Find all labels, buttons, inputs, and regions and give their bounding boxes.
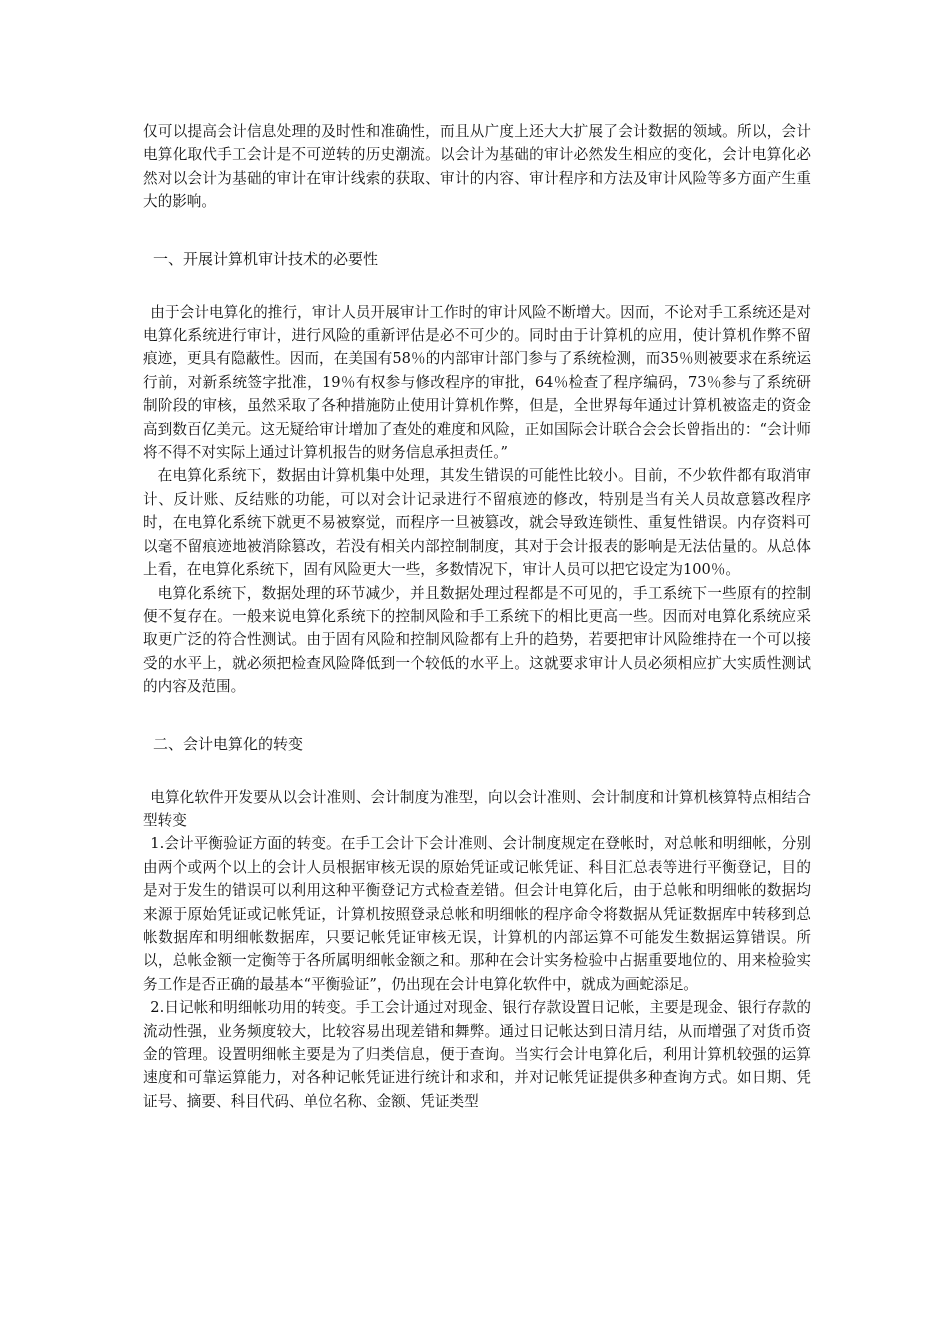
section-2-lead: 电算化软件开发要从以会计准则、会计制度为准型，向以会计准则、会计制度和计算机核算特点相结合型转变 [143,788,811,829]
spacer [143,214,811,247]
intro-paragraph: 仅可以提高会计信息处理的及时性和准确性，而且从广度上还大大扩展了会计数据的领域。所以，会计电算化取代手工会计是不可逆转的历史潮流。以会计为基础的审计必然发生相应的变化，会计电算化必然对以会计为基础的审计在审计线索的获取、审计的内容、审计程序和方法及审计风险等多方面产生重大的影响。 [143,123,811,211]
section-1-heading: 一、开展计算机审计技术的必要性 [153,249,379,268]
spacer [143,756,811,786]
spacer [143,699,811,732]
spacer [143,271,811,301]
section-1-paragraph-2: 在电算化系统下，数据由计算机集中处理，其发生错误的可能性比较小。目前，不少软件都有取消审计、反计账、反结账的功能，可以对会计记录进行不留痕迹的修改，特别是当有关人员故意篡改程序时，在电算化系统下就更不易被察觉，而程序一旦被篡改，就会导致连锁性、重复性错误。内存资料可以毫不留痕迹地被消除篡改，若没有相关内部控制制度，其对于会计报表的影响是无法估量的。从总体上看，在电算化系统下，固有风险更大一些，多数情况下，审计人员可以把它设定为100％。 [143,467,811,579]
section-1-paragraph-1: 由于会计电算化的推行，审计人员开展审计工作时的审计风险不断增大。因而，不论对手工系统还是对电算化系统进行审计，进行风险的重新评估是必不可少的。同时由于计算机的应用，使计算机作弊不留痕迹，更具有隐蔽性。因而，在美国有58％的内部审计部门参与了系统检测，而35％则被要求在系统运行前，对新系统签字批准，19％有权参与修改程序的审批，64％检查了程序编码，73％参与了系统研制阶段的审核，虽然采取了各种措施防止使用计算机作弊，但是，全世界每年通过计算机被盗走的资金高到数百亿美元。这无疑给审计增加了查处的难度和风险，正如国际会计联合会会长曾指出的：“会计师将不得不对实际上通过计算机报告的财务信息承担责任。” [143,303,811,462]
section-2-paragraph-1: 1.会计平衡验证方面的转变。在手工会计下会计准则、会计制度规定在登帐时，对总帐和明细帐，分别由两个或两个以上的会计人员根据审核无误的原始凭证或记帐凭证、科目汇总表等进行平衡登记，目的是对于发生的错误可以利用这种平衡登记方式检查差错。但会计电算化后，由于总帐和明细帐的数据均来源于原始凭证或记帐凭证，计算机按照登录总帐和明细帐的程序命令将数据从凭证数据库中转移到总帐数据库和明细帐数据库，只要记帐凭证审核无误，计算机的内部运算不可能发生数据运算错误。所以，总帐金额一定衡等于各所属明细帐金额之和。那种在会计实务检验中占据重要地位的、用来检验实务工作是否正确的最基本“平衡验证”，仍出现在会计电算化软件中，就成为画蛇添足。 [143,835,811,993]
section-2-heading: 二、会计电算化的转变 [153,734,304,753]
document-page [143,120,811,1113]
section-2-paragraph-2: 2.日记帐和明细帐功用的转变。手工会计通过对现金、银行存款设置日记帐，主要是现金、银行存款的流动性强，业务频度较大，比较容易出现差错和舞弊。通过日记帐达到日清月结，从而增强了对货币资金的管理。设置明细帐主要是为了归类信息，便于查询。当实行会计电算化后，利用计算机较强的运算速度和可靠运算能力，对各种记帐凭证进行统计和求和，并对记帐凭证提供多种查询方式。如日期、凭证号、摘要、科目代码、单位名称、金额、凭证类型 [143,999,811,1110]
section-1-paragraph-3: 电算化系统下，数据处理的环节减少，并且数据处理过程都是不可见的，手工系统下一些原有的控制便不复存在。一般来说电算化系统下的控制风险和手工系统下的相比更高一些。因而对电算化系统应采取更广泛的符合性测试。由于固有风险和控制风险都有上升的趋势，若要把审计风险维持在一个可以接受的水平上，就必须把检查风险降低到一个较低的水平上。这就要求审计人员必须相应扩大实质性测试的内容及范围。 [143,584,811,696]
